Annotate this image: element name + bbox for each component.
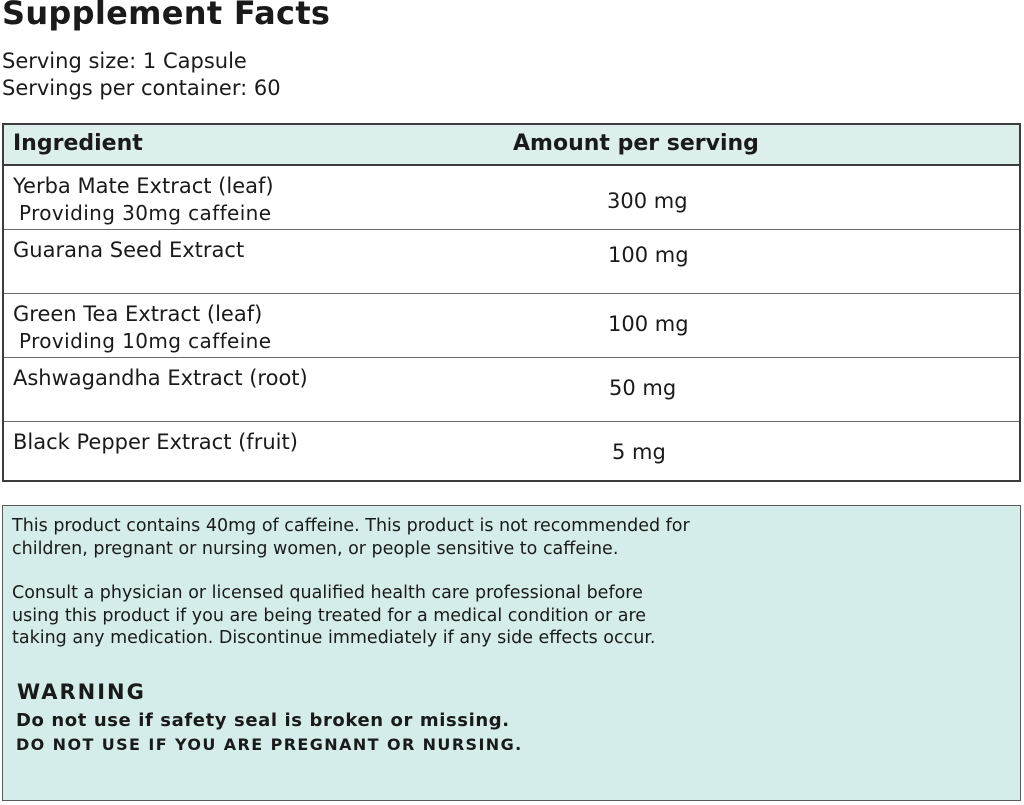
- caffeine-notice-line: This product contains 40mg of caffeine. This product is not recommended for: [12, 516, 690, 536]
- ingredient-name: Black Pepper Extract (fruit): [13, 430, 298, 454]
- ingredient-amount: 50 mg: [609, 376, 677, 400]
- ingredient-amount: 100 mg: [608, 243, 689, 267]
- page-title: Supplement Facts: [2, 0, 331, 32]
- table-row: [4, 166, 1019, 230]
- table-row: [4, 294, 1019, 358]
- table-row: [4, 230, 1019, 294]
- warning-seal-text: Do not use if safety seal is broken or missing.: [16, 710, 510, 731]
- physician-notice-line: Consult a physician or licensed qualified health care professional before: [12, 583, 643, 603]
- ingredient-note: Providing 30mg caffeine: [19, 201, 272, 225]
- ingredient-amount: 300 mg: [607, 189, 688, 213]
- amount-header: Amount per serving: [513, 131, 759, 156]
- physician-notice: [12, 582, 655, 650]
- warning-pregnancy-text: DO NOT USE IF YOU ARE PREGNANT OR NURSING.: [16, 735, 523, 754]
- table-row: [4, 422, 1019, 482]
- caffeine-notice: [12, 515, 690, 560]
- table-header: [4, 125, 1019, 166]
- ingredient-note: Providing 10mg caffeine: [19, 329, 272, 353]
- ingredient-name: Yerba Mate Extract (leaf): [13, 174, 274, 198]
- serving-size: Serving size: 1 Capsule: [2, 49, 247, 73]
- physician-notice-line: taking any medication. Discontinue immediately if any side effects occur.: [12, 628, 656, 648]
- ingredient-name: Guarana Seed Extract: [13, 238, 245, 262]
- physician-notice-line: using this product if you are being treated for a medical condition or are: [12, 605, 647, 626]
- table-row: [4, 358, 1019, 422]
- servings-per-container: Servings per container: 60: [2, 76, 281, 100]
- supplement-facts-table: [2, 123, 1021, 482]
- ingredient-amount: 5 mg: [612, 440, 666, 464]
- caffeine-notice-line: children, pregnant or nursing women, or people sensitive to caffeine.: [12, 538, 619, 559]
- ingredient-name: Ashwagandha Extract (root): [13, 366, 308, 390]
- caution-notice-box: [2, 505, 1021, 801]
- ingredient-name: Green Tea Extract (leaf): [13, 302, 263, 326]
- warning-heading: WARNING: [17, 680, 146, 704]
- ingredient-amount: 100 mg: [608, 312, 689, 336]
- ingredient-header: Ingredient: [13, 131, 143, 156]
